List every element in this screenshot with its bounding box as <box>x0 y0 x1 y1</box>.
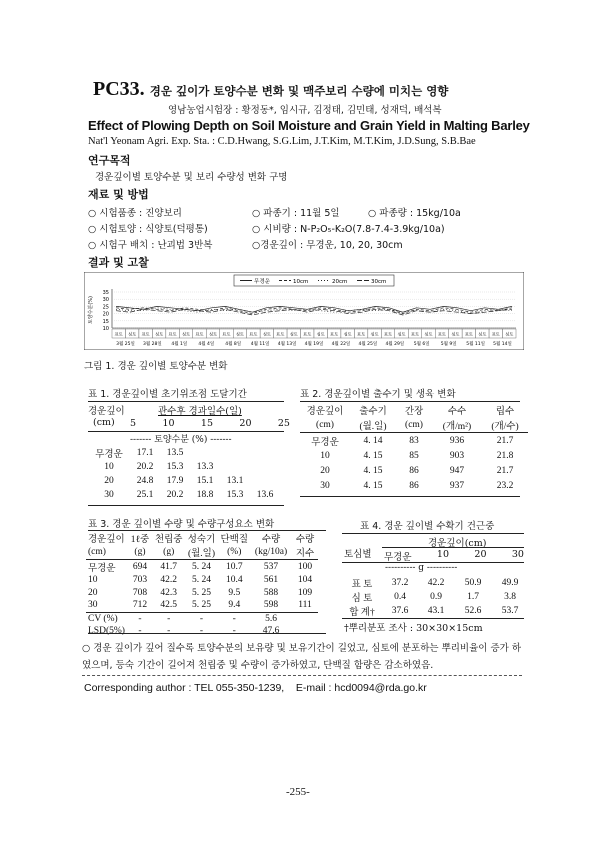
methods-heading: 재료 및 방법 <box>88 188 149 201</box>
table-row <box>86 587 318 600</box>
table1-day-cols <box>130 418 290 429</box>
table-cell: 3.8 <box>504 592 516 602</box>
table4-col: 10 <box>436 549 450 560</box>
table-cell: 21.8 <box>496 450 514 461</box>
layer-label: 표토 <box>168 331 177 337</box>
table-cell: 109 <box>297 587 313 598</box>
layer-label: 표토 <box>410 331 420 337</box>
contact-info: Corresponding author : TEL 055-350-1239, E-mail : hcd0094@rda.go.kr <box>84 682 427 694</box>
table-cell: 수량 <box>261 535 281 545</box>
y-tick-label: 35 <box>102 290 109 296</box>
table2-title: 표 2. 경운깊이별 출수기 및 생육 변화 <box>300 389 456 400</box>
table4-header-plow: 경운깊이(cm) <box>428 538 487 549</box>
layer-label: 심토 <box>505 331 514 337</box>
x-tick-label: 4월 19일 <box>304 342 324 347</box>
table-cell: 18.8 <box>196 490 214 500</box>
table-cell: 25.1 <box>136 490 154 500</box>
table-row <box>86 574 318 587</box>
table-cell: 937 <box>449 480 465 491</box>
table-cell: (g) <box>127 545 153 560</box>
table-cell: (kg/10a) <box>250 545 292 560</box>
table-cell: 52.6 <box>464 606 482 616</box>
layer-label: 표토 <box>276 331 285 337</box>
table-cell: (cm) <box>300 417 350 433</box>
table-cell: 42.2 <box>160 575 178 586</box>
table-cell: 561 <box>263 575 279 586</box>
table-cell: 43.1 <box>427 606 445 616</box>
table-cell: (cm) <box>86 545 127 560</box>
x-tick-label: 4월 4일 <box>198 342 215 347</box>
table1-header-cm: (cm) <box>93 417 115 428</box>
table-cell: 단백질 <box>220 535 249 545</box>
table-row <box>88 460 280 474</box>
paper-title-en: Effect of Plowing Depth on Soil Moisture and Grain Yield in Malting Barley <box>88 118 530 133</box>
layer-label: 표토 <box>357 331 366 337</box>
table-cell: 17.1 <box>136 448 154 458</box>
table-cell: - <box>232 613 236 624</box>
table-cell: 10 <box>88 575 98 586</box>
table-cell: 24.8 <box>136 476 154 486</box>
x-tick-label: 5월 14일 <box>493 342 512 347</box>
table-cell: 708 <box>132 587 148 598</box>
table-cell: 5. 25 <box>184 599 218 612</box>
x-tick-label: 4월 29일 <box>385 342 405 347</box>
table-cell: 21.7 <box>496 465 514 476</box>
table-row <box>86 560 318 575</box>
method-design: ○ 시험구 배치 : 난괴법 3반복 <box>88 240 213 251</box>
table-cell: 85 <box>409 450 419 461</box>
table-cell: 경운깊이 <box>306 406 344 417</box>
table-cell: 5. 25 <box>191 587 211 598</box>
table-cell: 537 <box>263 562 279 572</box>
table-cell: (개/수) <box>482 417 528 433</box>
table-cell: 수량 <box>295 535 315 545</box>
x-tick-label: 5월 9일 <box>440 342 457 347</box>
layer-label: 표토 <box>330 331 339 337</box>
table4-title: 표 4. 경운 깊이별 수확기 건근중 <box>360 521 495 532</box>
title-ko-text: 경운 깊이가 토양수분 변화 및 맥주보리 수량에 미치는 영향 <box>149 84 449 98</box>
table-cell: - <box>138 613 142 624</box>
table-cell: 42.2 <box>427 578 445 588</box>
layer-label: 심토 <box>343 331 352 337</box>
method-variety: ○ 시험품종 : 진양보리 <box>88 208 182 219</box>
table-cell: 15.3 <box>166 462 184 472</box>
table-cell: 출수기 <box>359 406 387 417</box>
table-row <box>86 545 318 560</box>
table-cell: - <box>232 626 236 637</box>
x-tick-label: 4월 11일 <box>250 342 270 347</box>
table4-header-depth: 토심별 <box>344 549 372 560</box>
layer-label: 심토 <box>262 331 271 337</box>
layer-label: 심토 <box>235 331 244 337</box>
table-cell: 립수 <box>495 406 515 417</box>
layer-label: 표토 <box>195 331 204 337</box>
table-cell <box>190 446 220 460</box>
table-cell: 15.1 <box>196 476 214 486</box>
table-cell: 13.5 <box>166 448 184 458</box>
legend-label: 무경운 <box>254 279 270 285</box>
layer-label: 심토 <box>316 331 325 337</box>
table-cell <box>220 460 250 474</box>
table-cell: 무경운 <box>95 450 123 460</box>
layer-label: 표토 <box>222 331 231 337</box>
legend-label: 30cm <box>371 279 387 285</box>
table-cell: 10.7 <box>225 562 243 572</box>
table-row <box>300 402 528 417</box>
table-row <box>86 599 318 612</box>
table-cell: 4. 14 <box>363 435 383 446</box>
table-cell: (cm) <box>396 417 432 433</box>
x-tick-label: 4월 22일 <box>331 342 351 347</box>
table-cell: 15.3 <box>226 490 244 500</box>
table1-subheader: ------- 토양수분 (%) ------- <box>130 435 232 445</box>
x-tick-label: 3월 25일 <box>116 342 135 347</box>
objective-heading: 연구목적 <box>88 154 131 167</box>
table-cell: 588 <box>263 587 279 598</box>
layer-label: 표토 <box>464 331 473 337</box>
table-row <box>300 463 528 478</box>
table1-grid <box>88 446 280 502</box>
table-cell: 9.4 <box>218 599 250 612</box>
table-cell: 무경운 <box>311 437 339 448</box>
soil-moisture-chart <box>84 272 524 350</box>
legend-label: 20cm <box>332 279 348 285</box>
table-cell: 20.2 <box>136 462 154 472</box>
table-cell: 4. 15 <box>363 480 383 491</box>
table-cell: 42.3 <box>160 587 178 598</box>
table-cell: 1.7 <box>467 592 479 602</box>
x-tick-label: 3월 28일 <box>143 342 162 347</box>
layer-label: 심토 <box>128 331 137 337</box>
x-tick-label: 4월 8일 <box>225 342 242 347</box>
table-row <box>300 417 528 433</box>
table-cell: (%) <box>218 545 250 560</box>
table-cell: 23.2 <box>496 480 514 491</box>
y-tick-label: 20 <box>102 311 109 318</box>
table-cell: 0.4 <box>394 592 406 602</box>
table2 <box>300 402 528 493</box>
layer-label: 심토 <box>370 331 379 337</box>
table-cell: 86 <box>409 480 419 491</box>
layer-label: 심토 <box>155 331 164 337</box>
table1-day: 20 <box>239 418 252 429</box>
table-cell: 1ℓ중 <box>130 535 150 545</box>
table-cell: 50.9 <box>464 578 482 588</box>
table2-grid <box>300 402 528 493</box>
x-tick-label: 4월 1일 <box>171 342 188 347</box>
table-row <box>342 576 528 590</box>
table-row <box>300 433 528 449</box>
table-cell: - <box>167 626 171 637</box>
table-cell <box>250 460 280 474</box>
layer-label: 표토 <box>384 331 393 337</box>
table-cell: 111 <box>292 599 318 612</box>
table-cell: 4. 15 <box>363 465 383 476</box>
x-tick-label: 4월 13일 <box>277 342 297 347</box>
table-cell: 42.5 <box>153 599 185 612</box>
table-cell: 5. 24 <box>191 562 211 572</box>
table-cell: 20 <box>88 587 98 598</box>
table-cell: LSD(5%) <box>88 626 125 637</box>
table-cell: 703 <box>132 575 148 586</box>
table-cell: 47.6 <box>262 626 280 637</box>
table-cell: 694 <box>132 562 148 572</box>
conclusion-text: ○ 경운 깊이가 깊어 질수록 토양수분의 보유량 및 보유기간이 길었고, 심토에 분포하는 뿌리비율이 증가 하였으며, 등숙 기간이 길어져 천립중 및 수량이 증가하였고, 단백질 함량은 감소하였음. <box>82 643 522 671</box>
table-cell: 무경운 <box>88 564 116 574</box>
table1-header-days: 관수후 경과일수(일) <box>158 406 242 417</box>
table-cell: 심 토 <box>351 594 373 604</box>
layer-label: 심토 <box>424 331 433 337</box>
table-cell: 21.7 <box>496 435 514 446</box>
table-cell: 20 <box>320 465 330 476</box>
method-soil: ○ 시험토양 : 식양토(덕평통) <box>88 224 208 235</box>
table4-subheader: ---------- g ---------- <box>385 563 458 573</box>
y-tick-label: 15 <box>102 318 109 325</box>
table-cell: 0.9 <box>430 592 442 602</box>
table-row <box>300 448 528 463</box>
layer-label: 표토 <box>437 331 446 337</box>
layer-label: 심토 <box>289 331 298 337</box>
layer-label: 심토 <box>451 331 460 337</box>
table-cell: 598 <box>250 599 292 612</box>
method-depth: ○경운깊이 : 무경운, 10, 20, 30cm <box>252 240 403 251</box>
table1-body <box>88 446 280 502</box>
table-cell: 30 <box>86 599 127 612</box>
table-cell: - <box>138 626 142 637</box>
table-cell: - <box>167 613 171 624</box>
table-cell: - <box>199 613 204 624</box>
table-cell: 10 <box>320 450 330 461</box>
table-cell: 947 <box>449 465 465 476</box>
table-cell: 936 <box>449 435 465 446</box>
y-axis-label: 토양수분(%) <box>88 296 94 324</box>
table-cell: - <box>199 626 204 637</box>
table-cell: 30 <box>320 480 330 491</box>
table4-grid <box>342 576 528 618</box>
table-cell <box>250 446 280 460</box>
table-cell: 합 계† <box>349 608 375 618</box>
table-cell: 9.5 <box>228 587 241 598</box>
table-row <box>342 604 528 618</box>
table-cell: (개/m²) <box>432 417 482 433</box>
table-cell: 83 <box>409 435 419 446</box>
y-tick-label: 10 <box>102 326 109 332</box>
paper-title-ko <box>93 78 448 101</box>
table-cell: 13.3 <box>196 462 214 472</box>
layer-label: 표토 <box>491 331 500 337</box>
table4-col: 30 <box>511 549 524 560</box>
table-cell: 30 <box>104 490 114 500</box>
table-cell: 53.7 <box>501 606 519 616</box>
table4-note: †뿌리분포 조사 : 30×30×15cm <box>344 623 483 634</box>
results-heading: 결과 및 고찰 <box>88 256 149 269</box>
table-cell: 712 <box>127 599 153 612</box>
method-sowing-date: ○ 파종기 : 11월 5일 <box>252 208 340 219</box>
x-tick-label: 5월 11일 <box>466 342 485 347</box>
layer-label: 심토 <box>208 331 218 337</box>
table-cell: CV (%) <box>88 613 118 624</box>
table-row <box>86 612 318 625</box>
legend-label: 10cm <box>293 279 309 285</box>
method-fertilizer: ○ 시비량 : N-P₂O₅-K₂O(7.8-7.4-3.9kg/10a) <box>252 224 445 235</box>
table-row <box>86 531 318 545</box>
table1-day: 5 <box>130 418 137 429</box>
table-cell <box>220 446 250 460</box>
table-cell: 86 <box>409 465 419 476</box>
table-cell: 10.4 <box>225 575 243 586</box>
table-cell: (월.일) <box>184 545 218 560</box>
table-cell: 20.2 <box>166 490 184 500</box>
authors-ko: 영남농업시험장 : 황정동*, 임시규, 김정태, 김민태, 성재덕, 배석복 <box>168 105 442 116</box>
layer-label: 심토 <box>397 331 406 337</box>
table4-col: 20 <box>474 549 487 560</box>
y-tick-label: 25 <box>102 304 109 311</box>
table-row <box>342 590 528 604</box>
table-cell: 지수 <box>292 545 318 560</box>
paper-code: PC33. <box>93 78 145 100</box>
x-tick-label: 5월 6일 <box>413 342 430 347</box>
table-cell: (월.일) <box>350 417 396 433</box>
table-cell: 성숙기 <box>187 535 216 545</box>
table4-col: 무경운 <box>384 552 412 563</box>
x-tick-label: 4월 25일 <box>358 342 378 347</box>
table-cell: 10 <box>104 462 114 472</box>
table-cell: 100 <box>297 562 313 572</box>
table-cell: 37.6 <box>391 606 409 616</box>
table-cell: 13.1 <box>226 476 244 486</box>
table1-day: 10 <box>162 418 175 429</box>
table-cell: 수수 <box>447 406 467 417</box>
table-cell: 49.9 <box>501 578 519 588</box>
table3-title: 표 3. 경운 깊이별 수량 및 수량구성요소 변화 <box>88 519 275 530</box>
table-cell: 13.6 <box>256 490 274 500</box>
table-cell <box>292 625 318 638</box>
table-cell: 경운깊이 <box>88 535 125 545</box>
objective-text: 경운깊이별 토양수분 및 보리 수량성 변화 구명 <box>95 172 288 183</box>
table1-title: 표 1. 경운깊이별 초기위조점 도달기간 <box>88 389 247 400</box>
table-row <box>86 625 318 638</box>
table-cell: 41.7 <box>160 562 178 572</box>
table-cell: 903 <box>449 450 465 461</box>
layer-label: 표토 <box>114 331 123 337</box>
layer-label: 표토 <box>303 331 312 337</box>
layer-label: 표토 <box>141 331 150 337</box>
table-cell: 20 <box>104 476 114 486</box>
table-cell: (g) <box>153 545 185 560</box>
table-cell: 5. 24 <box>191 575 211 586</box>
table-cell: 5.6 <box>265 613 277 624</box>
table-cell: 간장 <box>404 406 424 417</box>
table-cell: 표 토 <box>351 580 373 590</box>
y-tick-label: 30 <box>102 297 109 304</box>
table-cell: 104 <box>297 575 313 586</box>
table1-day: 25 <box>277 418 290 429</box>
layer-label: 표토 <box>249 331 258 337</box>
authors-en: Nat'l Yeonam Agri. Exp. Sta. : C.D.Hwang, S.G.Lim, J.T.Kim, M.T.Kim, J.D.Sung, S.B.Bae <box>88 136 476 147</box>
table-cell: 17.9 <box>166 476 184 486</box>
table3-grid <box>86 531 318 638</box>
layer-label: 심토 <box>478 331 487 337</box>
table4-cols <box>384 549 524 563</box>
table-row <box>88 474 280 488</box>
table-row <box>88 446 280 460</box>
table1-day: 15 <box>200 418 214 429</box>
table-cell <box>292 612 318 625</box>
table3 <box>86 531 318 638</box>
method-seeding-rate: ○ 파종량 : 15kg/10a <box>368 208 461 219</box>
figure-caption: 그림 1. 경운 깊이별 토양수분 변화 <box>84 361 228 372</box>
table4-body <box>342 576 528 618</box>
table-cell: 천립중 <box>154 535 183 545</box>
table-row <box>88 488 280 502</box>
page-number: -255- <box>286 786 310 798</box>
table-cell: 4. 15 <box>363 450 383 461</box>
table-cell: 37.2 <box>391 578 409 588</box>
layer-label: 심토 <box>182 331 191 337</box>
table-row <box>300 478 528 493</box>
table-cell <box>250 474 280 488</box>
table1-header-depth: 경운깊이 <box>88 406 125 417</box>
